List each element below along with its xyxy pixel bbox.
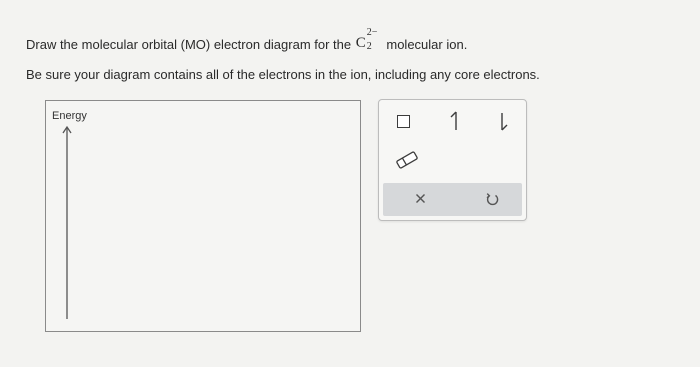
question-text-before: Draw the molecular orbital (MO) electron diagram for the: [26, 37, 352, 52]
spin-up-electron-tool-icon[interactable]: [449, 110, 461, 132]
formula-count: 2: [366, 41, 372, 52]
eraser-tool-icon[interactable]: [395, 150, 419, 170]
formula-charge: 2−: [366, 27, 378, 38]
question-text-after: molecular ion.: [386, 37, 468, 52]
energy-axis-arrow-icon: [61, 125, 73, 319]
mo-toolbox: [378, 99, 527, 221]
orbital-box-tool-icon[interactable]: [397, 115, 410, 128]
mo-diagram-canvas[interactable]: [45, 100, 361, 332]
formula-c2-2minus: [355, 27, 382, 52]
formula-base: C: [355, 35, 366, 51]
question-line-2: Be sure your diagram contains all of the electrons in the ion, including any core electrons.: [26, 67, 540, 82]
toolbox-action-bar: [383, 183, 522, 216]
spin-down-electron-tool-icon[interactable]: [497, 111, 509, 133]
undo-icon[interactable]: [485, 192, 499, 206]
question-line-1: [26, 27, 468, 52]
energy-axis-label: Energy: [52, 110, 87, 122]
clear-x-icon[interactable]: [415, 193, 426, 204]
